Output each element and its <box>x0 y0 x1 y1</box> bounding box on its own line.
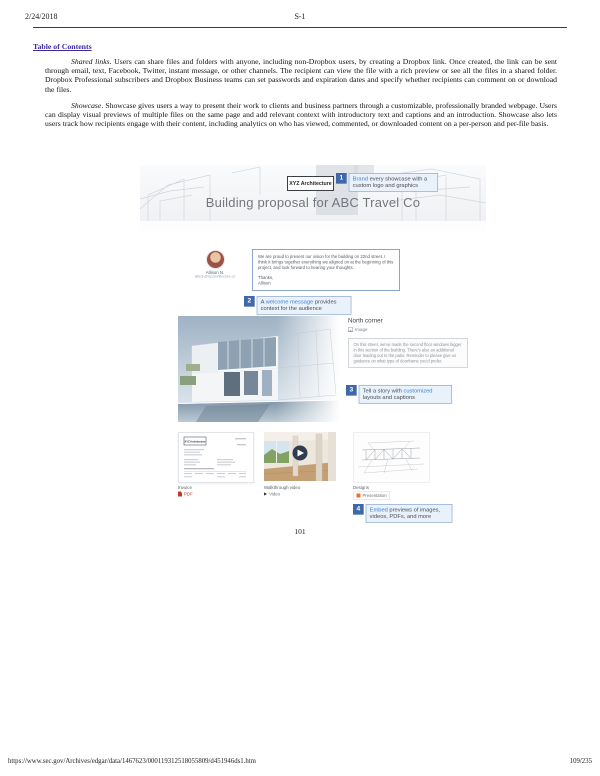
welcome-message-signature: Allison <box>258 280 271 286</box>
callout-highlight: Brand <box>352 175 368 182</box>
author-email: allison@xyzarchitecture.co <box>194 275 236 279</box>
page-number: 101 <box>294 527 306 536</box>
file-type: Video <box>269 491 280 497</box>
company-logo <box>287 176 334 191</box>
callout-1-text <box>349 173 438 192</box>
paragraph-body: . Users can share files and folders with anyone, including non-Dropbox users, by creating a Dropbox link. Once created, the link can be sent through email, text, Facebook, Twitter, instant message, or other channels. The recipient can view the file with a rich preview or see all the files in a shared folder. Dropbox Professional subscribers and Dropbox Business teams can set passwords and expiration dates and specify whether recipients can comment on or download the files. <box>45 57 557 94</box>
company-logo-label: XYZ Architecture <box>287 176 334 191</box>
callout-2-text <box>257 296 352 315</box>
svg-text:XYZ Architecture: XYZ Architecture <box>184 440 206 444</box>
footer-sheet-indicator: 109/235 <box>569 758 592 765</box>
invoice-label-wrap <box>178 485 193 497</box>
presentation-icon <box>357 494 361 498</box>
callout-highlight: Embed <box>369 506 388 513</box>
callout-4-text <box>366 504 453 523</box>
file-name: Invoice <box>178 485 192 490</box>
welcome-message-body: We are proud to present our vision for the building on 22nd street. I think it brings together everything we aligned on at the beginning of this project, and look forward to hearing your thoughts. <box>258 254 394 270</box>
welcome-message-box <box>252 249 400 291</box>
callout-3 <box>346 385 452 404</box>
video-thumbnail <box>264 432 336 481</box>
file-name: Walkthrough video <box>264 485 301 490</box>
callout-pre: A <box>260 298 266 305</box>
paragraph-lead: Shared links <box>71 57 110 66</box>
play-icon: ▶ <box>264 491 268 496</box>
callout-2 <box>244 296 351 315</box>
callout-1 <box>336 173 438 192</box>
footer-url: https://www.sec.gov/Archives/edgar/data/1467623/000119312518055809/d451946ds1.htm <box>8 758 256 765</box>
showcase-title: Building proposal for ABC Travel Co <box>205 195 421 210</box>
table-of-contents-link[interactable]: Table of Contents <box>33 42 92 51</box>
callout-rest: provides context for the audience <box>260 298 337 312</box>
file-type: Presentation <box>362 493 387 498</box>
presentation-badge <box>353 492 390 500</box>
showcase-figure <box>140 165 486 523</box>
welcome-message-wrap <box>252 249 400 291</box>
print-header-date: 2/24/2018 <box>25 12 58 21</box>
callout-3-number: 3 <box>346 385 357 396</box>
header-rule <box>33 27 567 28</box>
wireframe-drawing <box>354 433 427 480</box>
video-label-wrap <box>264 485 300 497</box>
print-header-form-type: S-1 <box>294 12 306 21</box>
section-file-type: Image <box>355 327 368 332</box>
building-photo <box>178 316 340 422</box>
paragraph-showcase <box>45 101 557 129</box>
paragraph-lead: Showcase <box>71 100 102 110</box>
paragraph-body: . Showcase gives users a way to present their work to clients and business partners through a customizable, professionally branded webpage. Users can display visual previews of multiple files on the same page and add relevant context with introductory text and captions and an introduction. Showcase also lets users track how recipients engage with their content, including analytics on who has viewed, commented, or downloaded content on a per-person and per-file basis. <box>45 100 557 129</box>
file-type: PDF <box>184 491 193 497</box>
callout-rest: layouts and captions <box>362 393 415 401</box>
author-name: Allison N. <box>205 270 225 275</box>
callout-highlight: customized <box>403 387 433 394</box>
callout-1-number: 1 <box>336 173 347 184</box>
paragraph-shared-links <box>45 57 557 94</box>
body-text <box>45 57 557 135</box>
section-title: North corner <box>348 317 383 324</box>
file-name: Designs <box>353 485 369 490</box>
welcome-message-closing: Thanks, <box>258 275 274 280</box>
author-avatar <box>206 250 225 269</box>
callout-3-text <box>359 385 452 404</box>
walkthrough-video-preview <box>264 432 336 481</box>
section-title-wrap <box>348 317 383 324</box>
callout-rest: every showcase with a custom logo and graphics <box>352 175 428 189</box>
callout-4 <box>353 504 452 523</box>
design-thumbnail <box>353 432 430 483</box>
callout-4-number: 4 <box>353 504 364 515</box>
section-caption-wrap <box>348 338 468 368</box>
pdf-icon <box>178 492 182 497</box>
callout-pre: Tell a story with <box>362 387 404 394</box>
callout-2-number: 2 <box>244 296 255 307</box>
callout-highlight: welcome message <box>265 298 314 305</box>
section-caption: On this street, we've made the second floor windows bigger in this section of the building. There's also an additional door leading out to the patio. Reminder to please give us guidance on what type of doorframe you'd prefer. <box>348 338 468 368</box>
invoice-thumbnail <box>178 432 254 483</box>
callout-rest: previews of images, videos, PDFs, and more <box>369 506 441 520</box>
print-footer <box>8 758 592 765</box>
invoice-document <box>179 433 251 480</box>
section-filetype-wrap <box>348 327 368 332</box>
designs-label-wrap <box>353 485 390 500</box>
image-icon <box>348 327 353 332</box>
